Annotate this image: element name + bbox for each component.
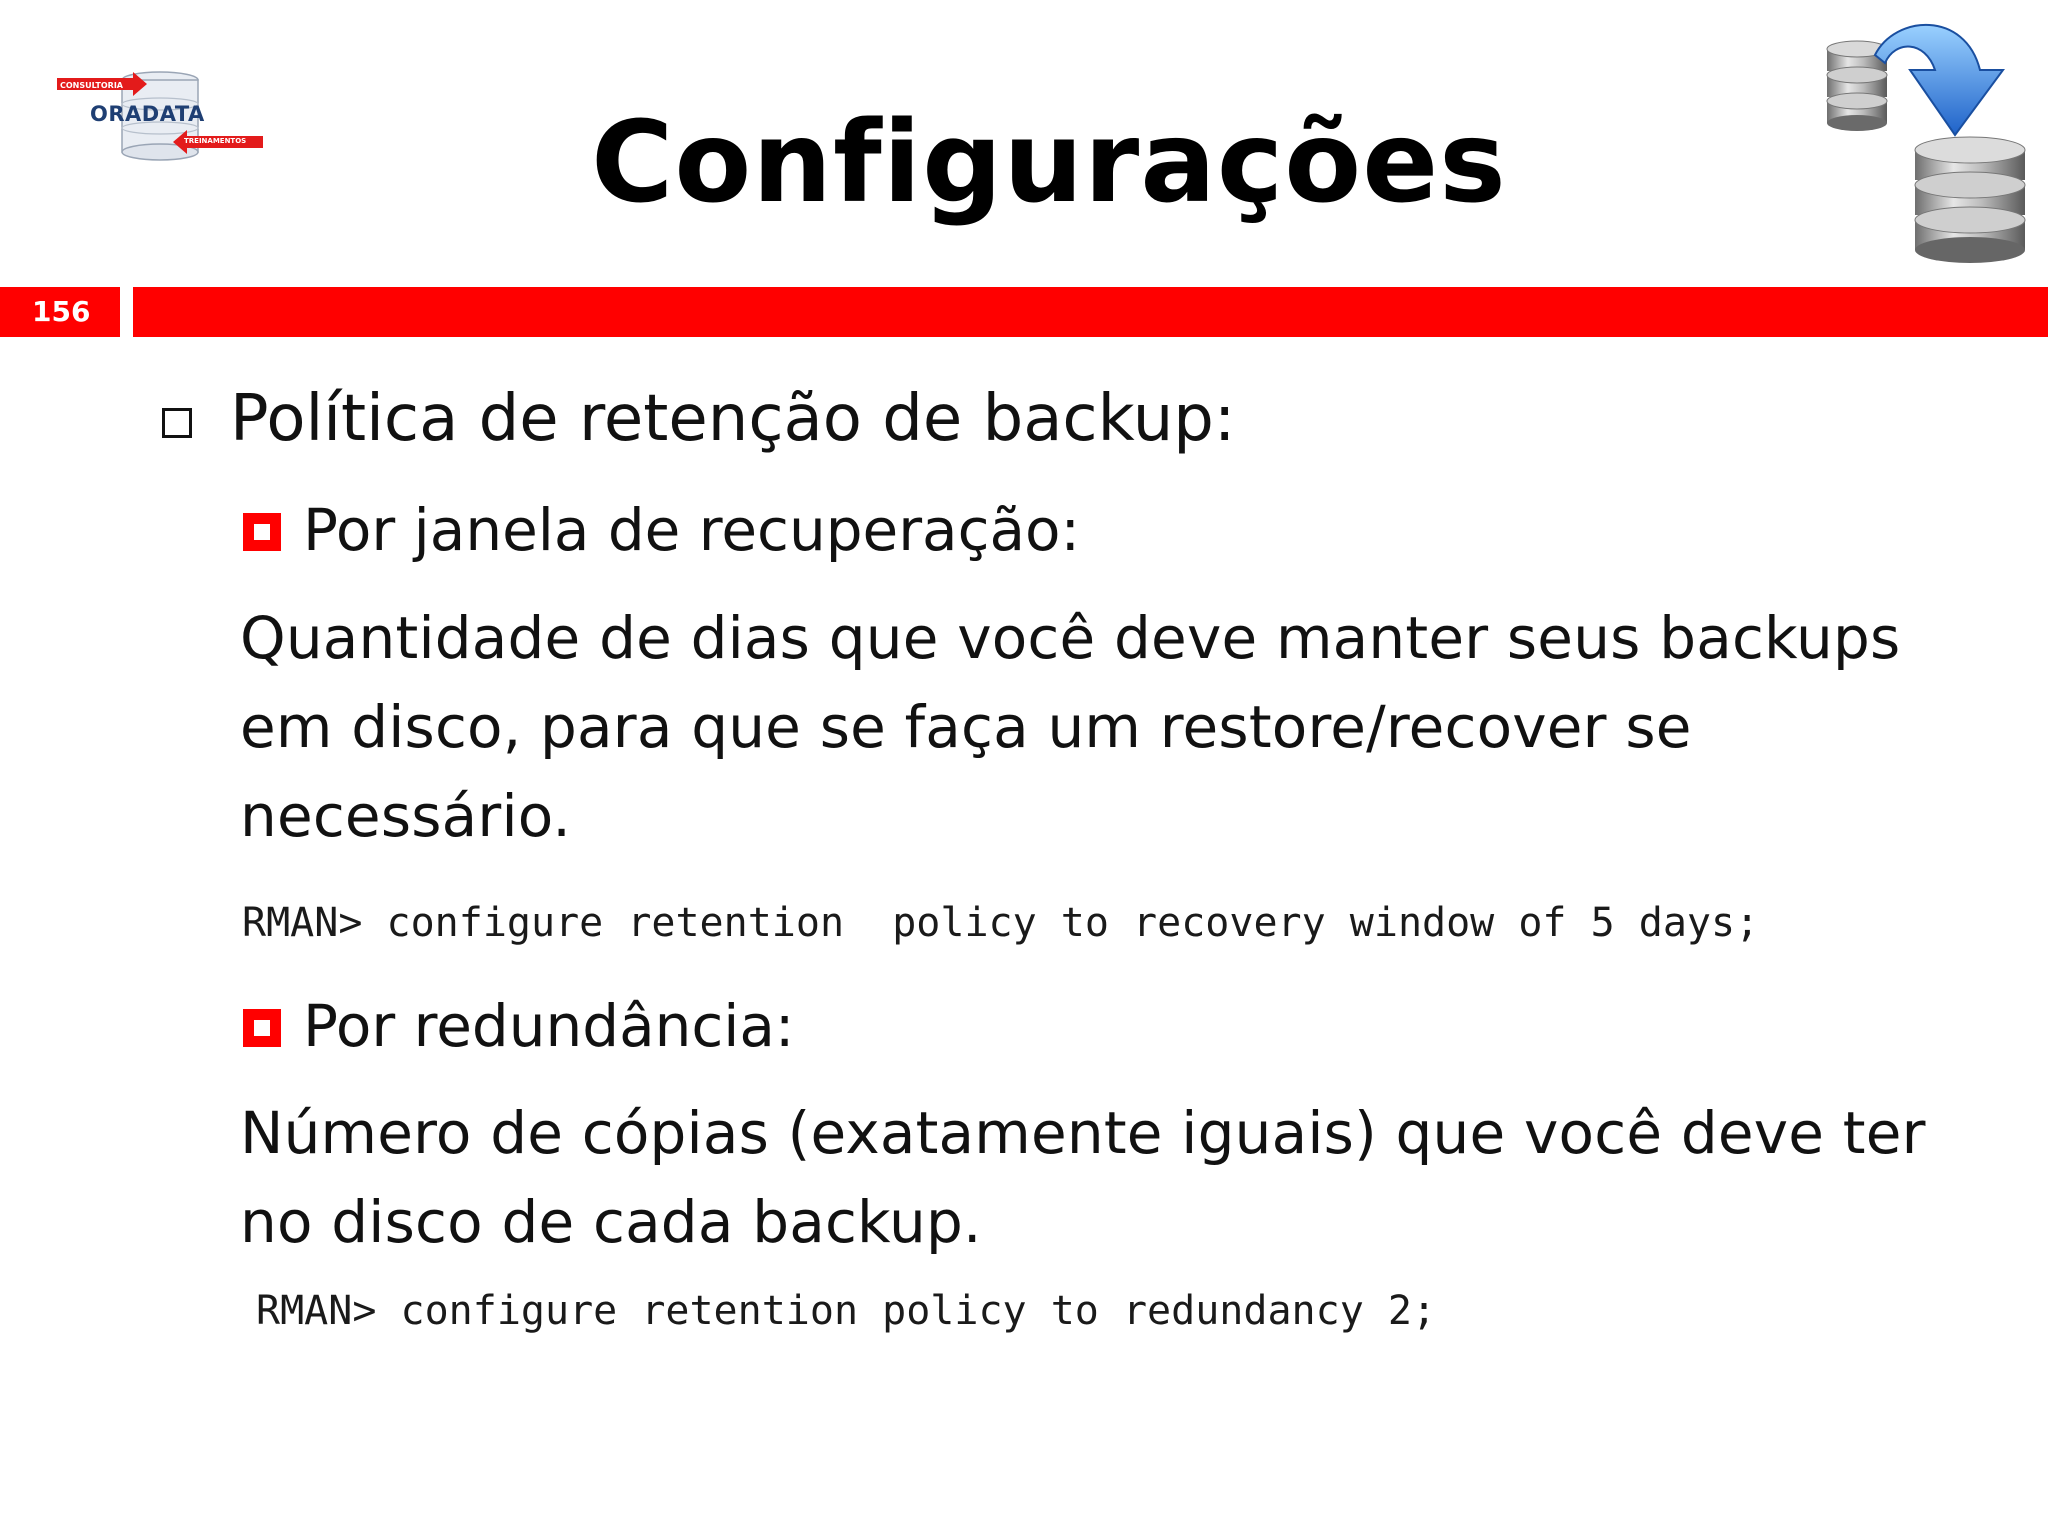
slide-title: Configurações (591, 98, 1507, 228)
recovery-window-command: RMAN> configure retention policy to recovery window of 5 days; (242, 900, 1760, 946)
redundancy-description: Número de cópias (exatamente iguais) que você deve ter no disco de cada backup. (240, 1099, 1926, 1256)
redundancy-heading: Por redundância: (303, 992, 795, 1060)
logo-top-text: CONSULTORIA (60, 81, 123, 90)
redundancy-command: RMAN> configure retention policy to redundancy 2; (256, 1288, 1437, 1334)
recovery-window-description: Quantidade de dias que você deve manter seus backups em disco, para que se faça um restore/recover se necessário. (240, 604, 1901, 850)
bullet-retention-policy-text: Política de retenção de backup: (230, 382, 1236, 456)
red-accent-bar (133, 287, 2048, 337)
red-square-bullet-icon (243, 1009, 281, 1047)
recovery-window-heading: Por janela de recuperação: (303, 496, 1081, 564)
bullet-retention-policy (162, 382, 1235, 456)
slide-number: 156 (0, 287, 120, 337)
red-square-bullet-icon (243, 513, 281, 551)
bullet-recovery-window (243, 496, 1080, 564)
hollow-square-bullet-icon (162, 408, 192, 438)
database-transfer-icon (1815, 15, 2045, 270)
logo-main-text: ORADATA (90, 102, 205, 126)
bullet-redundancy (243, 992, 794, 1060)
logo-bottom-text: TREINAMENTOS (184, 137, 247, 145)
